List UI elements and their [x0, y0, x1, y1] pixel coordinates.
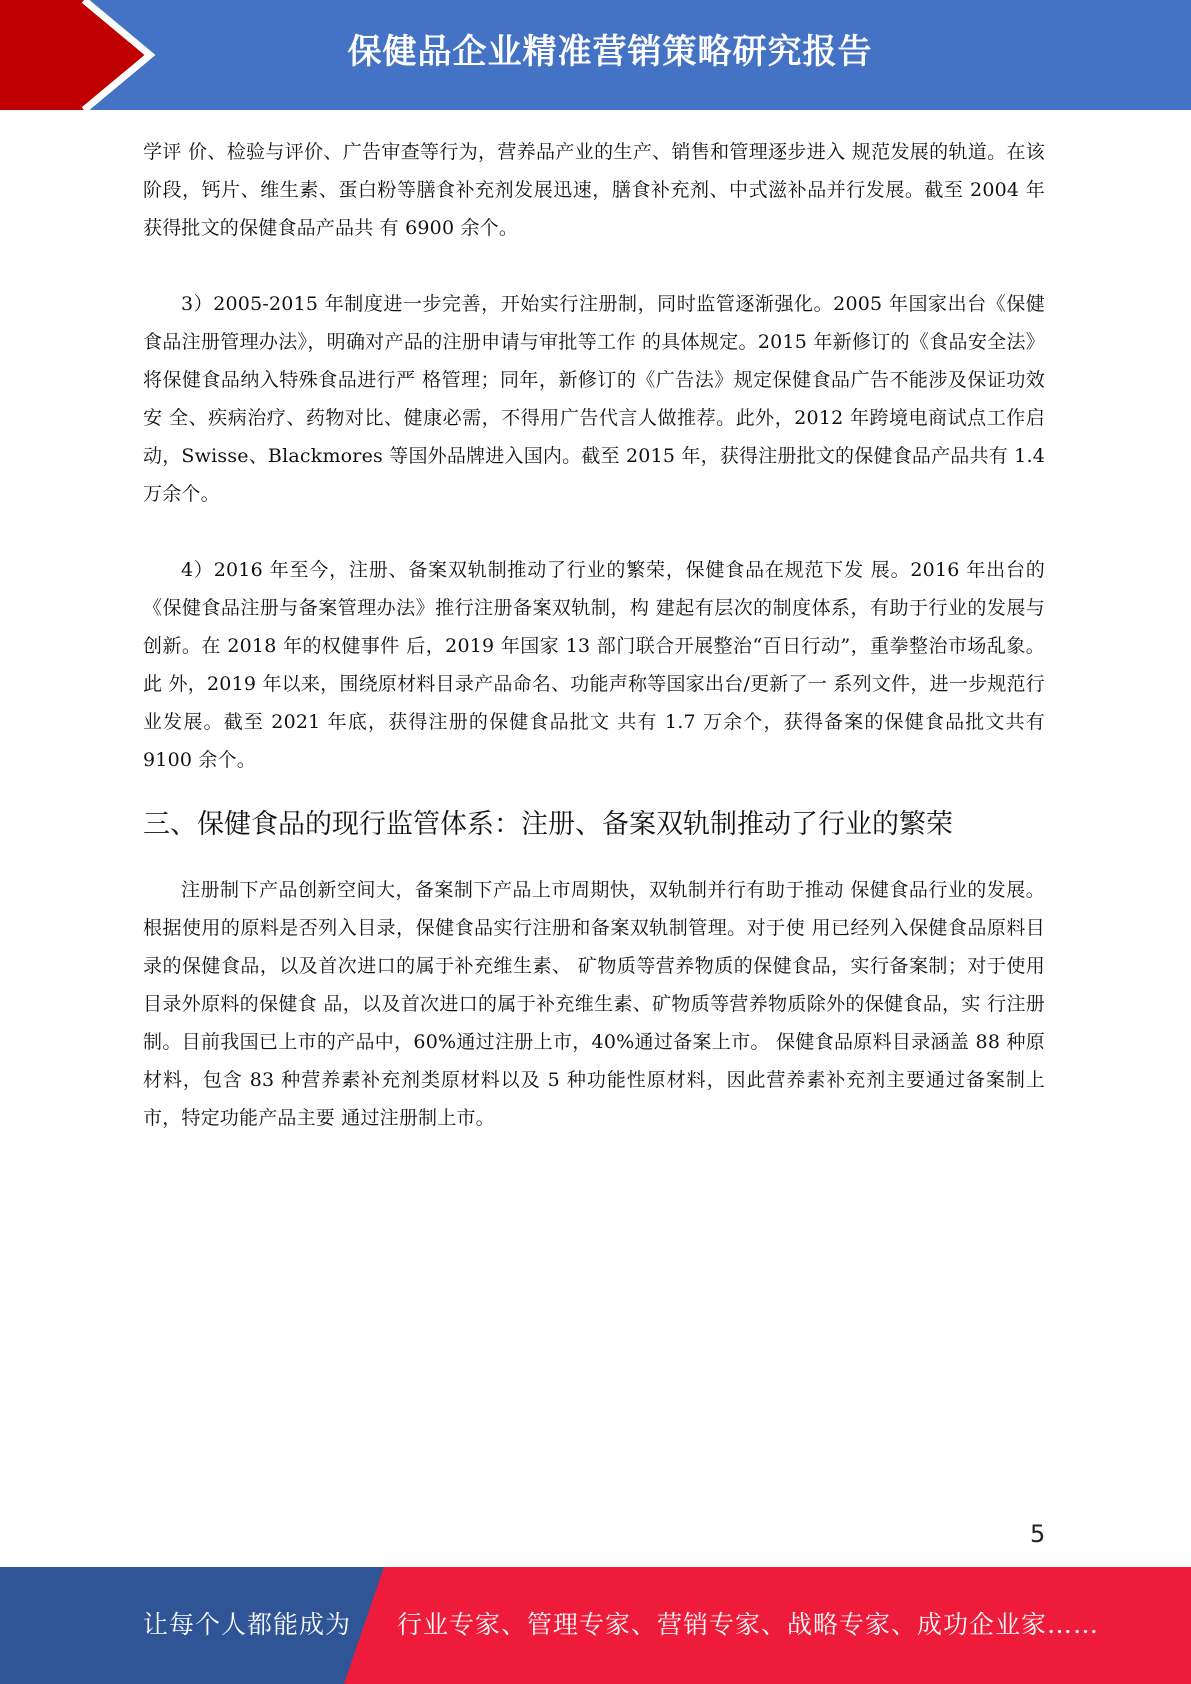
main-content: [143, 133, 1045, 1137]
body-paragraph-4: 注册制下产品创新空间大，备案制下产品上市周期快，双轨制并行有助于推动 保健食品行业的发展。 根据使用的原料是否列入目录，保健食品实行注册和备案双轨制管理。对于使 用已经列入保健食品原料目录的保健食品，以及首次进口的属于补充维生素、 矿物质等营养物质的保健食品，实行备案制；对于使用目录外原料的保健食 品，以及首次进口的属于补充维生素、矿物质等营养物质除外的保健食品，实 行注册制。目前我国已上市的产品中，60%通过注册上市，40%通过备案上市。 保健食品原料目录涵盖 88 种原材料，包含 83 种营养素补充剂类原材料以及 5 种功能性原材料，因此营养素补充剂主要通过备案制上市，特定功能产品主要 通过注册制上市。: [143, 879, 1045, 1129]
body-paragraph-2: 3）2005-2015 年制度进一步完善，开始实行注册制，同时监管逐渐强化。2005 年国家出台《保健食品注册管理办法》，明确对产品的注册申请与审批等工作 的具体规定。2015 年新修订的《食品安全法》将保健食品纳入特殊食品进行严 格管理；同年，新修订的《广告法》规定保健食品广告不能涉及保证功效安 全、疾病治疗、药物对比、健康必需，不得用广告代言人做推荐。此外，2012 年跨境电商试点工作启动，Swisse、Blackmores 等国外品牌进入国内。截至 2015 年，获得注册批文的保健食品产品共有 1.4 万余个。: [143, 293, 1045, 505]
red-chevron: [0, 0, 150, 110]
section-heading: 三、保健食品的现行监管体系：注册、备案双轨制推动了行业的繁荣: [143, 809, 953, 840]
report-title: 保健品企业精准营销策略研究报告: [347, 32, 873, 72]
header-bar: [0, 0, 1191, 110]
page-number: 5: [1030, 1520, 1046, 1548]
footer-slogan-left: 让每个人都能成为: [143, 1610, 352, 1639]
footer-bar: [0, 1567, 1191, 1684]
body-paragraph-1: 学评 价、检验与评价、广告审查等行为，营养品产业的生产、销售和管理逐步进入 规范发展的轨道。在该阶段，钙片、维生素、蛋白粉等膳食补充剂发展迅速，膳食补充剂、中式滋补品并行发展。截至 2004 年获得批文的保健食品产品共 有 6900 余个。: [143, 141, 1045, 239]
footer-slogan-right: 行业专家、管理专家、营销专家、战略专家、成功企业家……: [397, 1610, 1100, 1639]
body-paragraph-3: 4）2016 年至今，注册、备案双轨制推动了行业的繁荣，保健食品在规范下发 展。2016 年出台的《保健食品注册与备案管理办法》推行注册备案双轨制，构 建起有层次的制度体系，有助于行业的发展与创新。在 2018 年的权健事件 后，2019 年国家 13 部门联合开展整治“百日行动”，重拳整治市场乱象。此 外，2019 年以来，围绕原材料目录产品命名、功能声称等国家出台/更新了一 系列文件，进一步规范行业发展。截至 2021 年底，获得注册的保健食品批文 共有 1.7 万余个，获得备案的保健食品批文共有 9100 余个。: [143, 559, 1045, 771]
